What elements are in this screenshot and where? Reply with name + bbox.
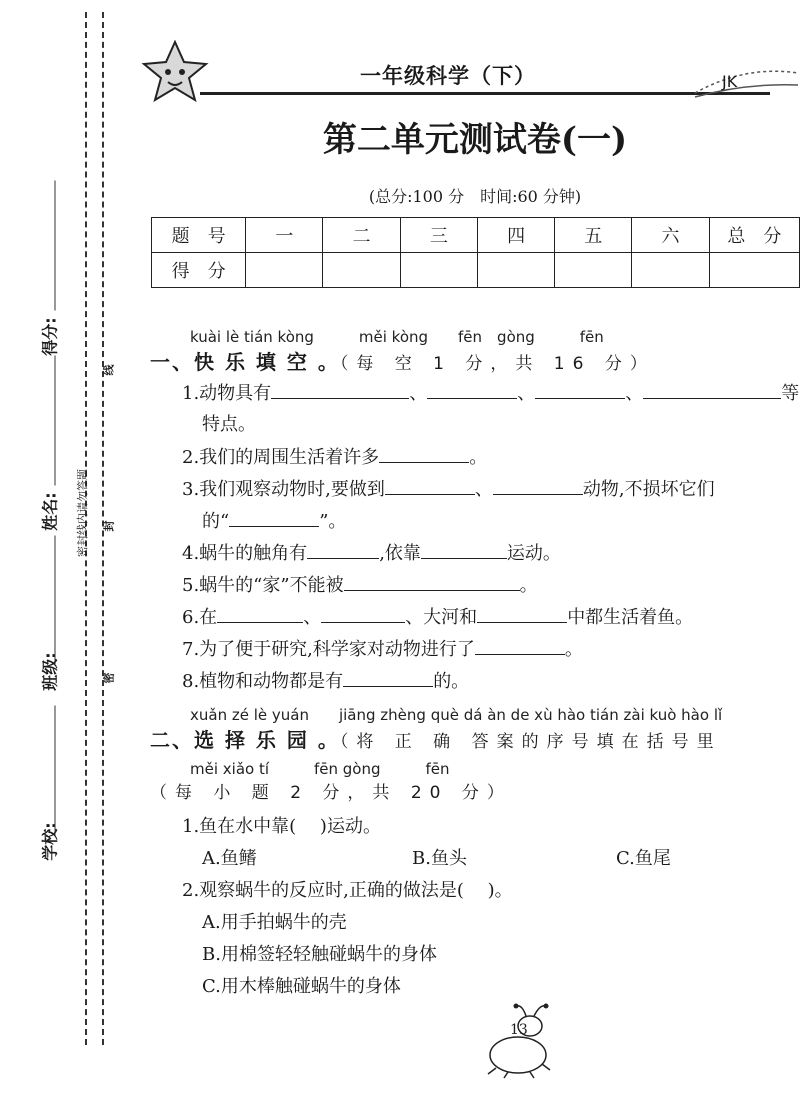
section1-heading [150,346,655,375]
question-text: 。 [519,575,538,596]
question-text: 、 [625,383,644,404]
table-cell: 总 分 [709,218,799,253]
answer-blank[interactable] [475,636,565,655]
option-2-1-c[interactable]: C.鱼尾 [616,848,671,869]
section2-score-note [150,778,512,803]
header-decoration-icon [690,55,800,105]
question-1-3-cont [202,508,346,535]
section1-title: 一、快 乐 填 空 。 [150,350,340,374]
score-table [151,217,800,288]
question-text: 、 [409,383,428,404]
question-text: 、 [474,479,493,500]
question-text: ”。 [319,511,347,532]
score-input-cell[interactable] [709,253,799,288]
answer-blank[interactable] [271,380,409,399]
score-note-text: （每 小 题 2 分，共 20 分） [150,783,512,803]
question-1-3 [182,476,715,503]
question-text: 4.蜗牛的触角有 [182,543,308,564]
table-cell: 一 [246,218,323,253]
table-cell: 二 [323,218,400,253]
question-text: 。 [469,447,488,468]
question-1-4 [182,540,561,567]
question-1-2 [182,444,487,471]
class-label: 班级: [40,652,60,691]
option-2-1-a[interactable]: A.鱼鳍 [202,848,257,869]
star-mascot-icon [140,40,210,105]
question-text: 、大河和 [405,607,478,628]
answer-blank[interactable] [343,668,433,687]
question-text: 的“ [202,511,230,532]
question-text: 1.动物具有 [182,383,272,404]
section2-pinyin: xuǎn zé lè yuán jiāng zhèng què dá àn de xù hào tián zài kuò hào lǐ [190,706,723,724]
question-1-7 [182,636,583,663]
answer-blank[interactable] [493,476,583,495]
score-input-cell[interactable] [400,253,477,288]
option-2-2-a[interactable]: A.用手拍蜗牛的壳 [202,912,347,933]
question-text: ,依靠 [379,543,421,564]
question-text: 5.蜗牛的“家”不能被 [182,575,344,596]
section1-score-note: （每 空 1 分，共 16 分） [339,354,655,374]
name-label: 姓名: [40,492,60,531]
answer-blank[interactable] [477,604,567,623]
table-cell: 三 [400,218,477,253]
school-label: 学校: [40,822,60,861]
table-cell: 四 [477,218,554,253]
answer-blank[interactable] [321,604,405,623]
class-line[interactable] [55,536,56,666]
answer-blank[interactable] [217,604,303,623]
question-1-5 [182,572,538,599]
section2-instruction: （将 正 确 答案的序号填在括号里 [339,732,722,752]
question-2-2: 2.观察蜗牛的反应时,正确的做法是( )。 [182,880,513,901]
score-input-cell[interactable] [477,253,554,288]
question-2-1: 1.鱼在水中靠( )运动。 [182,816,381,837]
option-2-1-b[interactable]: B.鱼头 [412,848,467,869]
seal-char-line: 线 [102,364,116,376]
question-text: 、 [517,383,536,404]
table-cell: 题 号 [152,218,246,253]
page-title: 第二单元测试卷(一) [322,120,628,160]
score-input-cell[interactable] [323,253,400,288]
question-text: 6.在 [182,607,218,628]
question-1-1-cont: 特点。 [202,414,256,435]
answer-blank[interactable] [344,572,520,591]
question-text: 等 [781,383,800,404]
table-cell: 五 [555,218,632,253]
score-table-header-row [152,218,800,253]
question-text: 中都生活着鱼。 [567,607,694,628]
question-text: 7.为了便于研究,科学家对动物进行了 [182,639,475,660]
answer-blank[interactable] [385,476,475,495]
seal-char-feng: 封 [102,520,116,532]
answer-blank[interactable] [535,380,625,399]
answer-blank[interactable] [229,508,319,527]
question-1-8 [182,668,469,695]
school-line[interactable] [55,706,56,836]
question-text: 。 [564,639,583,660]
name-line[interactable] [55,356,56,486]
subject-title: 一年级科学（下） [360,64,536,88]
edition-label: JK [722,72,738,91]
question-text: 动物,不损坏它们 [582,479,715,500]
question-1-1 [182,380,799,407]
question-1-6 [182,604,693,631]
question-text: 、 [303,607,322,628]
score-table-score-row [152,253,800,288]
score-input-cell[interactable] [632,253,709,288]
score-input-cell[interactable] [555,253,632,288]
question-text: 3.我们观察动物时,要做到 [182,479,385,500]
answer-blank[interactable] [307,540,379,559]
score-label: 得分: [40,317,60,356]
header-rule [200,92,770,95]
exam-info: (总分:100 分 时间:60 分钟) [368,187,582,206]
question-text: 2.我们的周围生活着许多 [182,447,380,468]
answer-blank[interactable] [421,540,507,559]
option-2-2-b[interactable]: B.用棉签轻轻触碰蜗牛的身体 [202,944,437,965]
table-cell: 得 分 [152,253,246,288]
question-text: 8.植物和动物都是有 [182,671,344,692]
section2-pinyin-2: měi xiǎo tí fēn gòng fēn [190,760,450,778]
table-cell: 六 [632,218,709,253]
section2-heading [150,724,722,753]
seal-char-mi: 密 [102,672,116,684]
section2-title: 二、选 择 乐 园 。 [150,728,340,752]
answer-blank[interactable] [643,380,781,399]
seal-note: 密封线内请勿答题 [76,469,89,557]
option-2-2-c[interactable]: C.用木棒触碰蜗牛的身体 [202,976,401,997]
page-number: 13 [510,1022,528,1038]
answer-blank[interactable] [427,380,517,399]
section1-pinyin: kuài lè tián kòng měi kòng fēn gòng fēn [190,328,604,346]
question-text: 运动。 [506,543,561,564]
bug-mascot-icon [478,1000,568,1080]
score-input-cell[interactable] [246,253,323,288]
question-text: 的。 [433,671,470,692]
answer-blank[interactable] [379,444,469,463]
